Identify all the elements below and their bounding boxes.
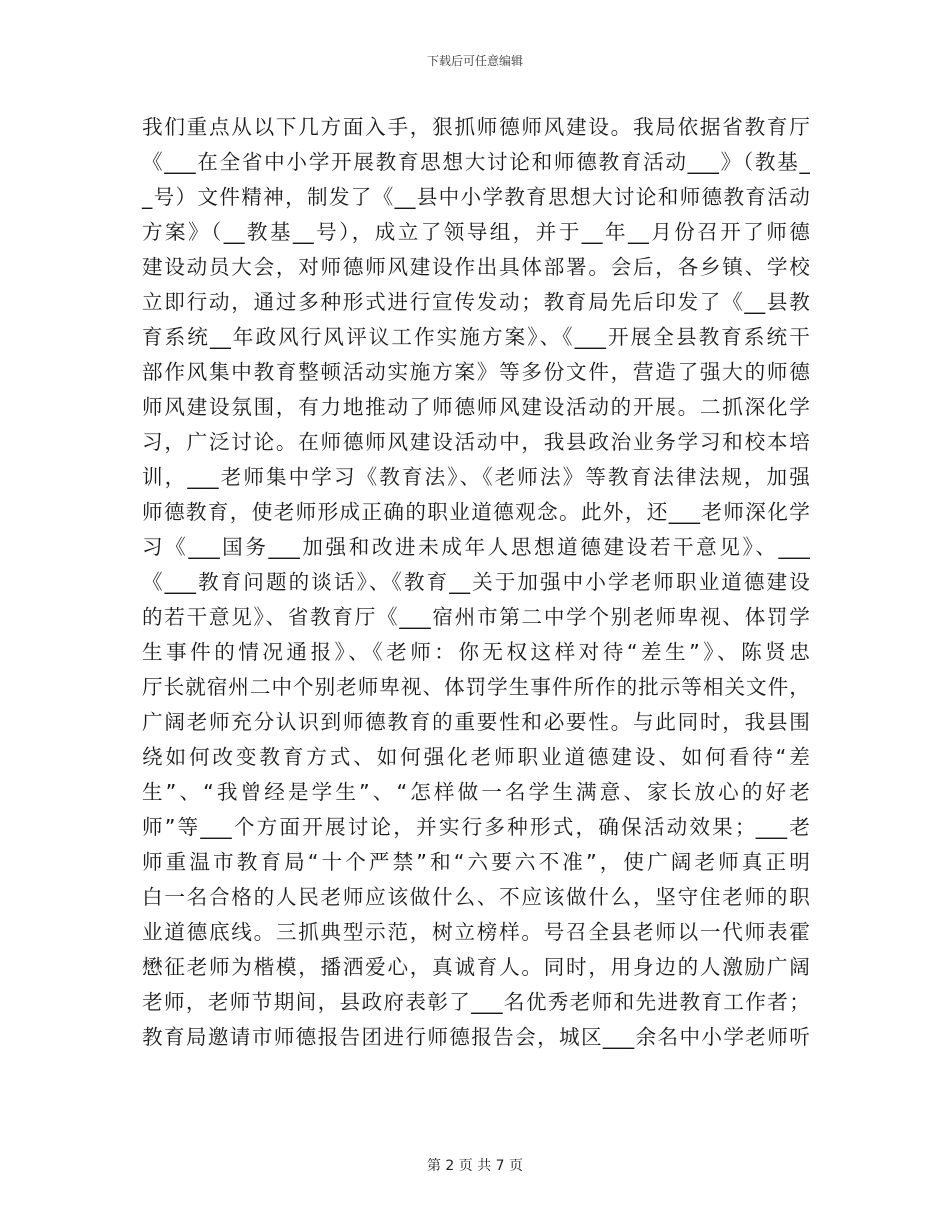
body-line: 部作风集中教育整顿活动实施方案》等多份文件，营造了强大的师德 (142, 360, 810, 384)
body-line: 方案》（__教基__号），成立了领导组，并于__年__月份召开了师德 (142, 220, 810, 244)
body-line: 建设动员大会，对师德师风建设作出具体部署。会后，各乡镇、学校 (142, 255, 810, 279)
body-line: 育系统__年政风行风评议工作实施方案》、《___开展全县教育系统干 (142, 325, 810, 349)
body-line: 师”等___个方面开展讨论，并实行多种形式，确保活动效果；___老 (142, 815, 810, 839)
body-line: 《___在全省中小学开展教育思想大讨论和师德教育活动___》（教基_ (142, 150, 810, 174)
body-line: 习《___国务___加强和改进未成年人思想道德建设若干意见》、___ (142, 535, 810, 559)
document-body (142, 110, 810, 1055)
body-line: 《___教育问题的谈话》、《教育__关于加强中小学老师职业道德建设 (142, 570, 810, 594)
body-line: 广阔老师充分认识到师德教育的重要性和必要性。与此同时，我县围 (142, 710, 810, 734)
body-line: 师德教育，使老师形成正确的职业道德观念。此外，还___老师深化学 (142, 500, 810, 524)
body-line: 习，广泛讨论。在师德师风建设活动中，我县政治业务学习和校本培 (142, 430, 810, 454)
body-line: 训，___老师集中学习《教育法》、《老师法》等教育法律法规，加强 (142, 465, 810, 489)
body-line: 厅长就宿州二中个别老师卑视、体罚学生事件所作的批示等相关文件， (142, 675, 810, 699)
body-line: 立即行动，通过多种形式进行宣传发动；教育局先后印发了《__县教 (142, 290, 810, 314)
body-line: 业道德底线。三抓典型示范，树立榜样。号召全县老师以一代师表霍 (142, 920, 810, 944)
body-line: 绕如何改变教育方式、如何强化老师职业道德建设、如何看待“差 (142, 745, 810, 769)
page-number: 第 2 页 共 7 页 (426, 1158, 524, 1174)
body-line: 我们重点从以下几方面入手，狠抓师德师风建设。我局依据省教育厅 (142, 115, 810, 139)
body-line: 的若干意见》、省教育厅《___宿州市第二中学个别老师卑视、体罚学 (142, 605, 810, 629)
body-line: 老师，老师节期间，县政府表彰了___名优秀老师和先进教育工作者； (142, 990, 810, 1014)
body-line: 师风建设氛围，有力地推动了师德师风建设活动的开展。二抓深化学 (142, 395, 810, 419)
body-line: _号）文件精神，制发了《__县中小学教育思想大讨论和师德教育活动 (142, 185, 810, 209)
body-line: 生”、“我曾经是学生”、“怎样做一名学生满意、家长放心的好老 (142, 780, 810, 804)
body-line: 懋征老师为楷模，播洒爱心，真诚育人。同时，用身边的人激励广阔 (142, 955, 810, 979)
page-header: 下载后可任意编辑 (426, 54, 523, 68)
body-line: 教育局邀请市师德报告团进行师德报告会，城区___余名中小学老师听 (142, 1025, 810, 1049)
body-line: 白一名合格的人民老师应该做什么、不应该做什么，坚守住老师的职 (142, 885, 810, 909)
body-line: 生事件的情况通报》、《老师：你无权这样对待“差生”》、陈贤忠 (142, 640, 810, 664)
body-line: 师重温市教育局“十个严禁”和“六要六不准”，使广阔老师真正明 (142, 850, 810, 874)
